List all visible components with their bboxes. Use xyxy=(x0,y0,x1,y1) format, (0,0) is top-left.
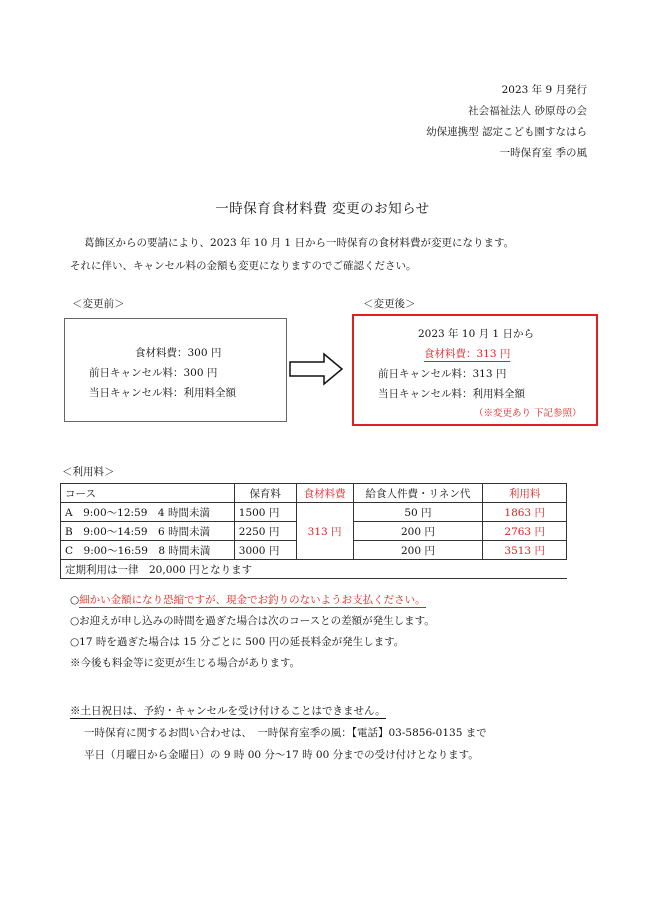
note-future-change: ※今後も料金等に変更が生じる場合があります。 xyxy=(70,657,301,669)
fee-table xyxy=(60,483,567,579)
contact-line: 一時保育に関するお問い合わせは、 一時保育室季の風：【電話】03-5856-0135 まで xyxy=(84,727,487,739)
note-extension: ○17 時を過ぎた場合は 15 分ごとに 500 円の延長料金が発生します。 xyxy=(70,636,405,648)
intro-line-1: 葛飾区からの要請により、2023 年 10 月 1 日から一時保育の食材料費が変更になります。 xyxy=(84,237,515,249)
total-cell: 2763 円 xyxy=(483,522,567,541)
total-cell: 3513 円 xyxy=(483,541,567,560)
intro-line-2: それに伴い、キャンセル料の金額も変更になりますのでご確認ください。 xyxy=(70,260,417,272)
after-food-fee xyxy=(424,346,510,361)
after-label: ＜変更後＞ xyxy=(363,298,416,310)
issuer-block xyxy=(426,80,587,164)
issue-date: 2023 年 9 月発行 xyxy=(501,84,587,96)
note-payment xyxy=(70,590,435,611)
footer-block xyxy=(70,700,487,766)
course-cell: C 9:00～16:59 8 時間未満 xyxy=(61,541,235,560)
table-footer-row xyxy=(61,560,567,579)
childcare-cell: 2250 円 xyxy=(234,522,296,541)
header-food: 食材料費 xyxy=(296,484,353,503)
extra-cell: 200 円 xyxy=(353,522,483,541)
after-change-note: （※変更あり 下記参照） xyxy=(474,408,582,419)
course-cell: A 9:00～12:59 4 時間未満 xyxy=(61,503,235,522)
after-same-day-cancel: 当日キャンセル料：利用料全額 xyxy=(378,388,525,400)
intro-text xyxy=(70,232,590,278)
hours-line: 平日（月曜日から金曜日）の 9 時 00 分～17 時 00 分までの受け付けとなります。 xyxy=(84,749,479,761)
right-arrow-icon xyxy=(288,352,344,386)
header-total: 利用料 xyxy=(483,484,567,503)
course-cell: B 9:00～14:59 6 時間未満 xyxy=(61,522,235,541)
header-course: コース xyxy=(61,484,235,503)
notes-list xyxy=(70,590,435,674)
before-prev-day-cancel: 前日キャンセル料：300 円 xyxy=(89,367,218,379)
note-pickup: ○お迎えが申し込みの時間を過ぎた場合は次のコースとの差額が発生します。 xyxy=(70,615,435,627)
header-childcare: 保育料 xyxy=(234,484,296,503)
after-prev-day-cancel: 前日キャンセル料：313 円 xyxy=(378,368,507,380)
school-name: 幼保連携型 認定こども園すなはら xyxy=(426,126,587,138)
extra-cell: 200 円 xyxy=(353,541,483,560)
page-title: 一時保育食材料費 変更のお知らせ xyxy=(215,201,430,217)
childcare-cell: 1500 円 xyxy=(234,503,296,522)
regular-use-note: 定期利用は一律 20,000 円となります xyxy=(61,560,567,579)
weekend-note xyxy=(70,700,487,722)
header-extra: 給食人件費・リネン代 xyxy=(353,484,483,503)
department-name: 一時保育室 季の風 xyxy=(499,147,587,159)
extra-cell: 50 円 xyxy=(353,503,483,522)
note-payment-text: 細かい金額になり恐縮ですが、現金でお釣りのないようお支払ください。 xyxy=(79,594,426,606)
total-cell: 1863 円 xyxy=(483,503,567,522)
before-label: ＜変更前＞ xyxy=(72,298,125,310)
before-box xyxy=(64,318,287,422)
after-box xyxy=(352,314,598,426)
before-food-fee: 食材料費：300 円 xyxy=(135,347,222,359)
fees-label: ＜利用料＞ xyxy=(62,466,115,478)
weekend-note-text: ※土日祝日は、予約・キャンセルを受け付けることはできません。 xyxy=(70,705,386,717)
table-header-row xyxy=(61,484,567,503)
table-row xyxy=(61,503,567,522)
food-fee-cell: 313 円 xyxy=(296,503,353,560)
before-same-day-cancel: 当日キャンセル料：利用料全額 xyxy=(89,387,236,399)
organization-name: 社会福祉法人 砂原母の会 xyxy=(468,105,587,117)
after-effective-date: 2023 年 10 月 1 日から xyxy=(418,328,534,340)
childcare-cell: 3000 円 xyxy=(234,541,296,560)
after-food-fee-text: 食材料費：313 円 xyxy=(424,348,511,360)
circle-bullet: ○ xyxy=(70,594,80,606)
